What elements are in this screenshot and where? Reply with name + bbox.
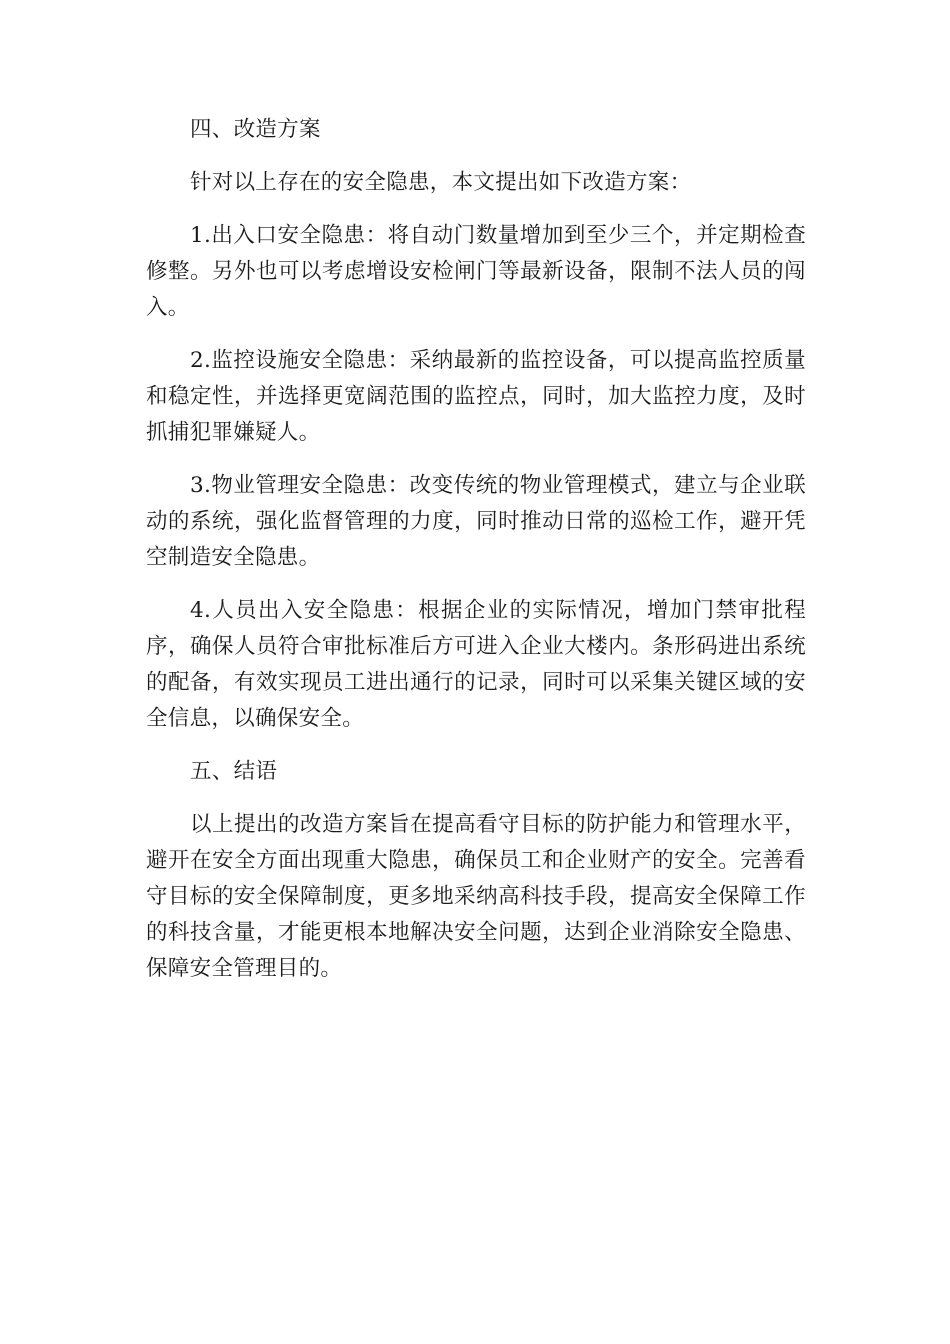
plan-item-2: 2.监控设施安全隐患：采纳最新的监控设备，可以提高监控质量和稳定性，并选择更宽阔范围的监控点，同时，加大监控力度，及时抓捕犯罪嫌疑人。	[146, 348, 806, 445]
section-5-heading: 五、结语	[190, 759, 278, 784]
plan-item-4: 4.人员出入安全隐患：根据企业的实际情况，增加门禁审批程序，确保人员符合审批标准后方可进入企业大楼内。条形码进出系统的配备，有效实现员工进出通行的记录，同时可以采集关键区域的安全信息，以确保安全。	[146, 598, 806, 731]
plan-item-1: 1.出入口安全隐患：将自动门数量增加到至少三个，并定期检查修整。另外也可以考虑增设安检闸门等最新设备，限制不法人员的闯入。	[146, 223, 806, 320]
plan-item-3: 3.物业管理安全隐患：改变传统的物业管理模式，建立与企业联动的系统，强化监督管理的力度，同时推动日常的巡检工作，避开凭空制造安全隐患。	[146, 473, 806, 570]
conclusion-paragraph: 以上提出的改造方案旨在提高看守目标的防护能力和管理水平，避开在安全方面出现重大隐患，确保员工和企业财产的安全。完善看守目标的安全保障制度，更多地采纳高科技手段，提高安全保障工作的科技含量，才能更根本地解决安全问题，达到企业消除安全隐患、保障安全管理目的。	[146, 812, 806, 981]
section-4-intro: 针对以上存在的安全隐患，本文提出如下改造方案：	[190, 170, 692, 195]
section-4-heading: 四、改造方案	[190, 117, 321, 142]
document-page	[146, 112, 806, 1004]
